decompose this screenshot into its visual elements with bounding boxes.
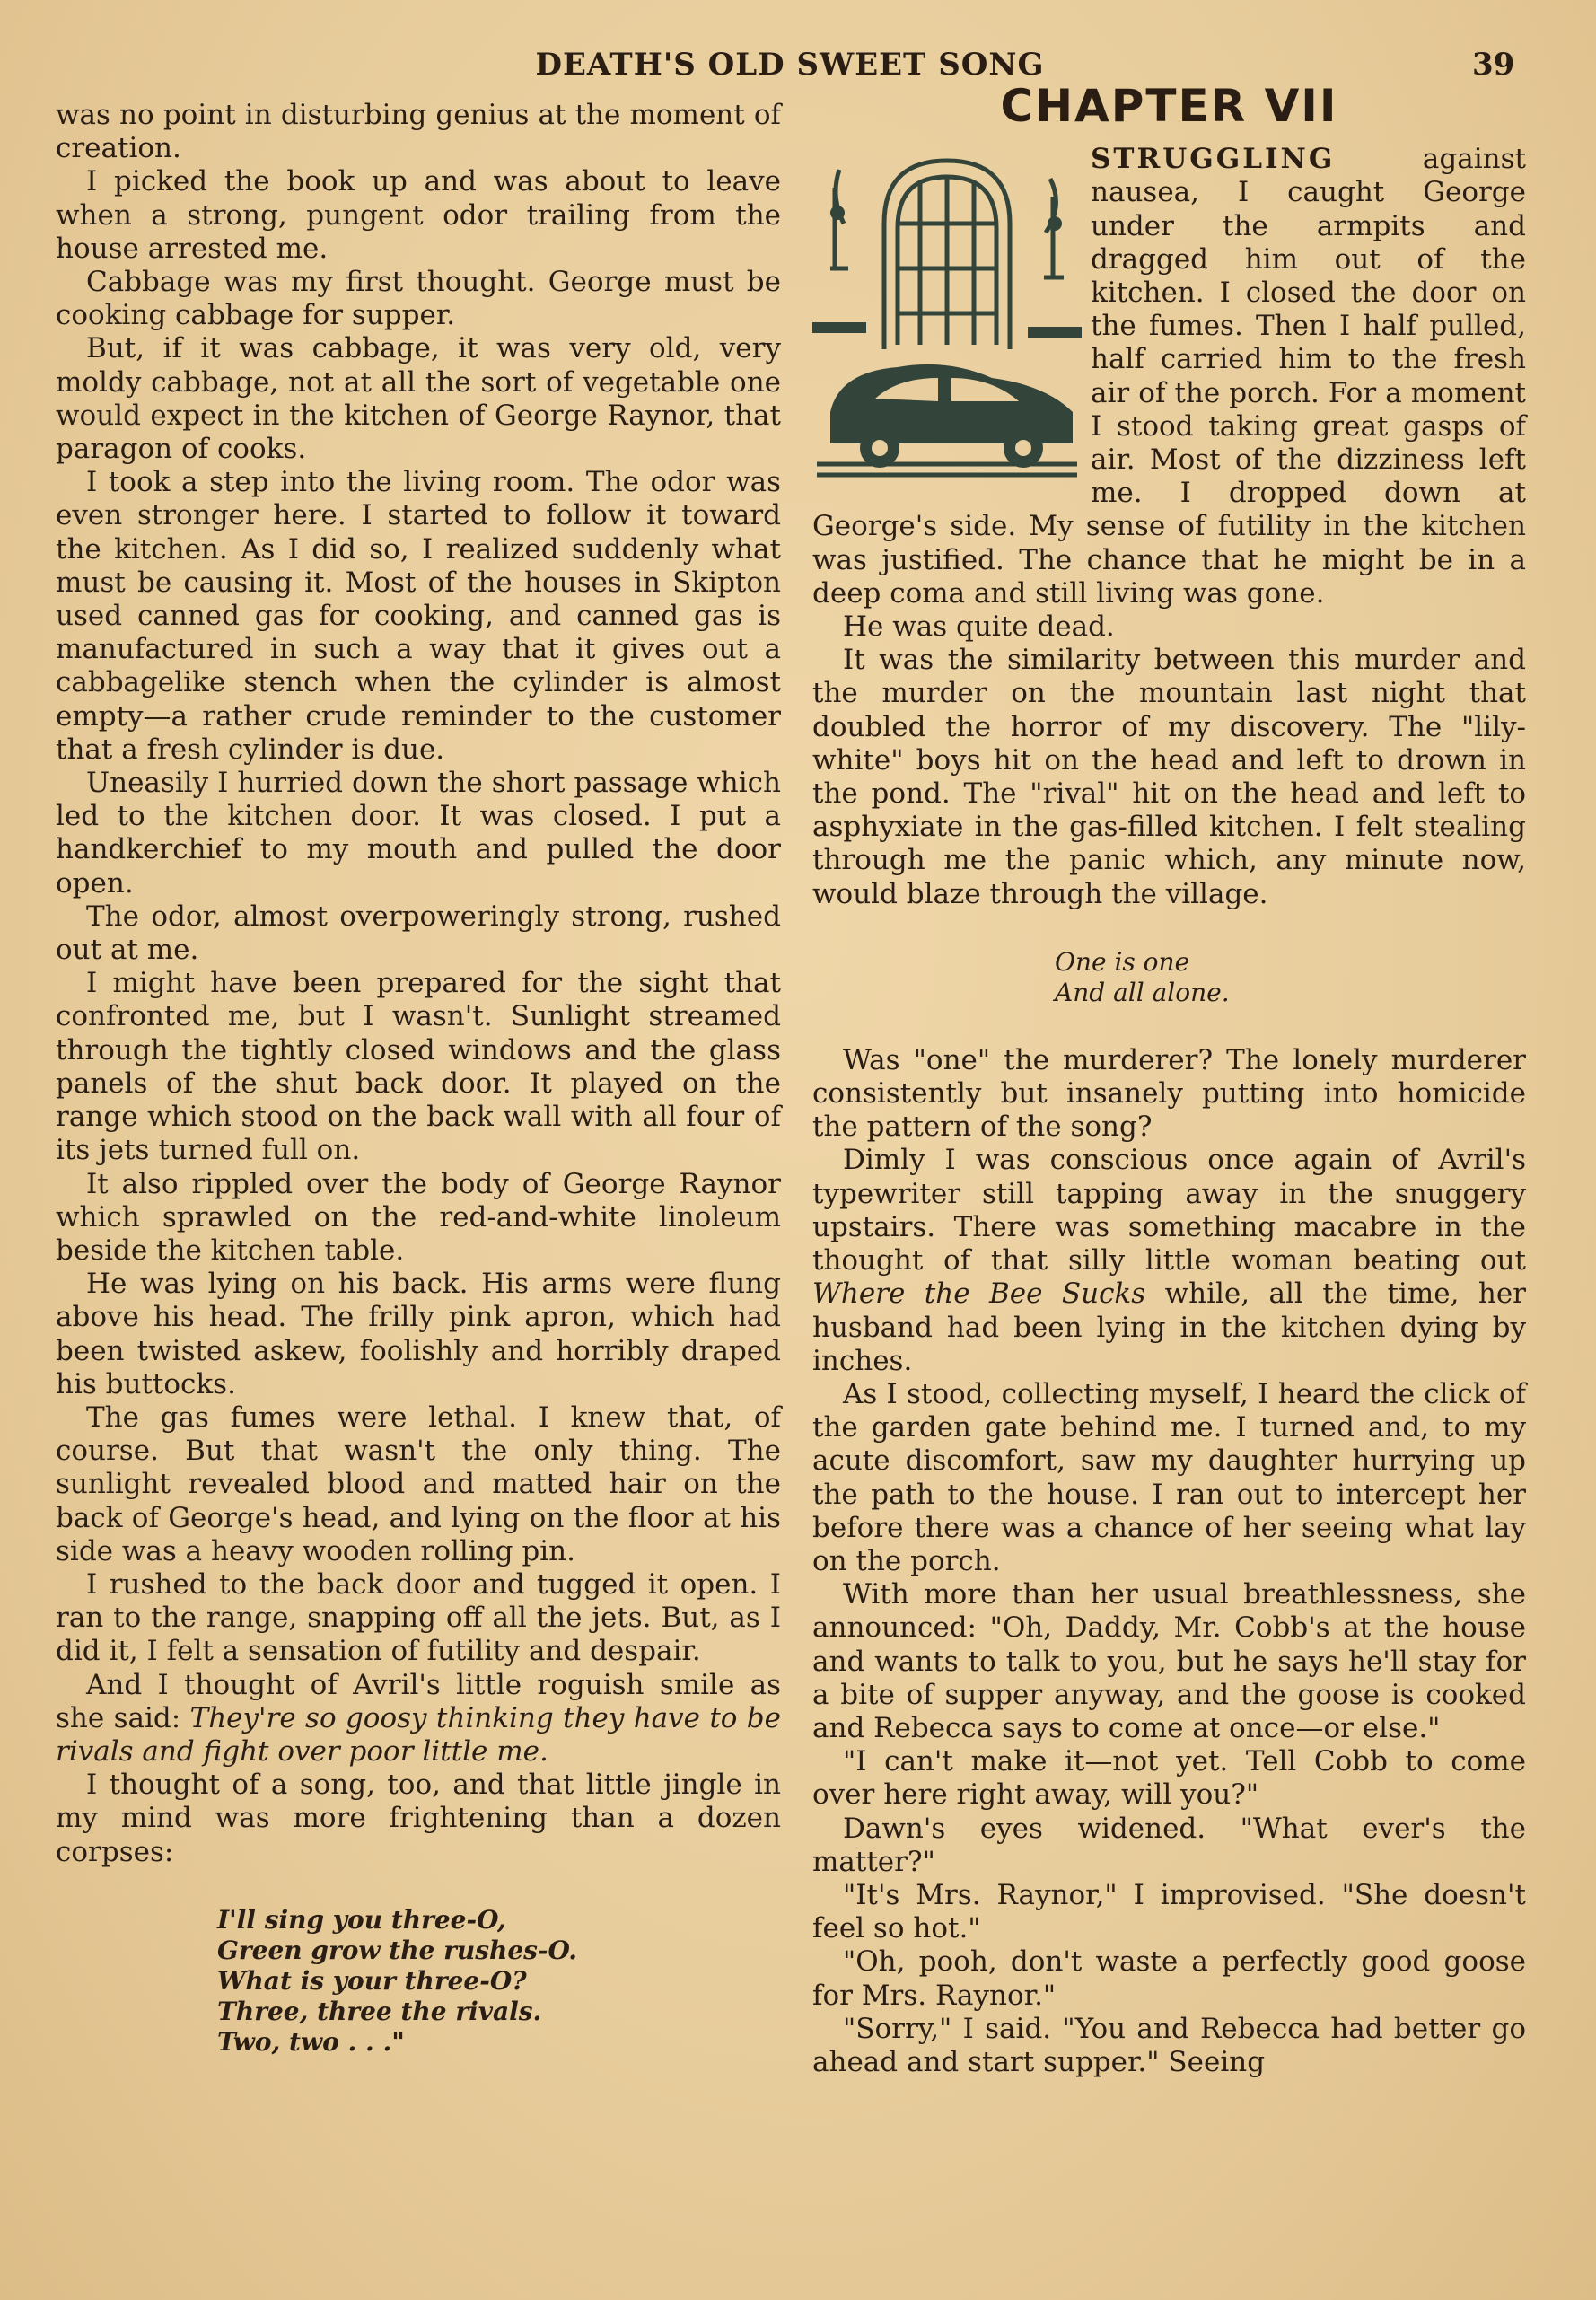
paragraph: I rushed to the back door and tugged it open. I ran to the range, snapping off all the jets. But, as I did it, I felt a sensation of futility and despair. xyxy=(56,1567,781,1668)
verse-line: One is one xyxy=(1055,946,1190,977)
page-number: 39 xyxy=(1472,47,1515,83)
text-span: while, all the time, her husband had been lying in the kitchen dying by inches. xyxy=(812,1277,1526,1377)
verse-line: What is your three-O? xyxy=(217,1965,527,1996)
italic-quote: They're so goosy thinking they have to be rivals and fight over poor little me. xyxy=(56,1701,781,1768)
paragraph: I picked the book up and was about to leave when a strong, pungent odor trailing from the house arrested me. xyxy=(56,165,781,265)
opening-word: STRUGGLING xyxy=(1091,143,1336,176)
paragraph: I took a step into the living room. The odor was even stronger here. I started to follow it toward the kitchen. As I did so, I realized suddenly what must be causing it. Most of the houses in Skipton used canned gas for cooking, and canned gas is manufactured in such a way that it gives out a cabbagelike stench when the cylinder is almost empty—a rather crude reminder to the customer that a fresh cylinder is due. xyxy=(56,466,781,766)
text-span: against nausea, I caught George under the armpits and dragged him out of the kitchen. I closed the door on the fumes. Then I half pulled, half carried him to the fresh air of the porch. For a moment I stood taking great gasps of air. Most of the dizziness left me. I dropped down at George's side. My sense of futility in the kitchen was justified. The chance that he might be in a deep coma and still living was gone. xyxy=(812,143,1526,610)
paragraph: The gas fumes were lethal. I knew that, of course. But that wasn't the only thing. The sunlight revealed blood and matted hair on the back of George's head, and lying on the floor at his side was a heavy wooden rolling pin. xyxy=(56,1400,781,1567)
paragraph: The odor, almost overpoweringly strong, rushed out at me. xyxy=(56,900,781,967)
paragraph: As I stood, collecting myself, I heard the click of the garden gate behind me. I turned and, to my acute discomfort, saw my daughter hurrying up the path to the house. I ran out to intercept her before there was a chance of her seeing what lay on the porch. xyxy=(812,1377,1526,1577)
paragraph: I might have been prepared for the sight that confronted me, but I wasn't. Sunlight streamed through the tightly closed windows and the glass panels of the shut back door. It played on the range which stood on the back wall with all four of its jets turned full on. xyxy=(56,967,781,1167)
paragraph-avril-smile xyxy=(56,1669,781,1769)
verse-line: And all alone. xyxy=(1055,977,1230,1007)
paragraph: "It's Mrs. Raynor," I improvised. "She doesn't feel so hot." xyxy=(812,1878,1526,1945)
chapter-title: CHAPTER VII xyxy=(1000,80,1338,132)
paragraph: "I can't make it—not yet. Tell Cobb to come over here right away, will you?" xyxy=(812,1745,1526,1812)
verse-line: Two, two . . ." xyxy=(217,2026,405,2057)
song-verse xyxy=(1055,947,1526,1008)
paragraph: I thought of a song, too, and that little jingle in my mind was more frightening than a dozen corpses: xyxy=(56,1769,781,1868)
song-verse xyxy=(217,1905,781,2058)
paragraph: Uneasily I hurried down the short passage which led to the kitchen door. It was closed. I put a handkerchief to my mouth and pulled the door open. xyxy=(56,767,781,900)
verse-line: Green grow the rushes-O. xyxy=(217,1935,578,1965)
paragraph: But, if it was cabbage, it was very old, very moldy cabbage, not at all the sort of vegetable one would expect in the kitchen of George Raynor, that paragon of cooks. xyxy=(56,332,781,466)
text-span: And I thought of Avril's little roguish smile as she said: xyxy=(56,1668,781,1734)
right-column xyxy=(812,80,1526,2079)
verse-line: I'll sing you three-O, xyxy=(217,1904,506,1935)
paragraph-typewriter xyxy=(812,1144,1526,1377)
song-title: Where the Bee Sucks xyxy=(812,1277,1146,1311)
paragraph: "Oh, pooh, don't waste a perfectly good goose for Mrs. Raynor." xyxy=(812,1945,1526,2012)
paragraph: It also rippled over the body of George Raynor which sprawled on the red-and-white linoleum beside the kitchen table. xyxy=(56,1167,781,1267)
paragraph: He was quite dead. xyxy=(843,610,1115,644)
running-head: DEATH'S OLD SWEET SONG xyxy=(535,47,1045,83)
paragraph: He was lying on his back. His arms were flung above his head. The frilly pink apron, which had been twisted askew, foolishly and horribly draped his buttocks. xyxy=(56,1268,781,1400)
paragraph: was no point in disturbing genius at the moment of creation. xyxy=(56,99,781,165)
cottage-gate-and-car-illustration-icon xyxy=(812,143,1082,484)
paragraph: It was the similarity between this murder and the murder on the mountain last night that doubled the horror of my discovery. The "lily-white" boys hit on the head and left to drown in the pond. The "rival" hit on the head and left to asphyxiate in the gas-filled kitchen. I felt stealing through me the panic which, any minute now, would blaze through the village. xyxy=(812,644,1526,910)
text-span: Dimly I was conscious once again of Avril's typewriter still tapping away in the snuggery upstairs. There was something macabre in the thought of that silly little woman beating out xyxy=(812,1144,1526,1277)
paragraph: Cabbage was my first thought. George must be cooking cabbage for supper. xyxy=(56,266,781,332)
left-column xyxy=(56,99,781,2058)
paragraph: Was "one" the murderer? The lonely murderer consistently but insanely putting into homicide the pattern of the song? xyxy=(812,1043,1526,1144)
paragraph: With more than her usual breathlessness, she announced: "Oh, Daddy, Mr. Cobb's at the house and wants to talk to you, but he says he'll stay for a bite of supper anyway, and the goose is cooked and Rebecca says to come at once—or else." xyxy=(812,1578,1526,1744)
verse-line: Three, three the rivals. xyxy=(217,1996,542,2026)
paragraph: "Sorry," I said. "You and Rebecca had better go ahead and start supper." Seeing xyxy=(812,2012,1526,2078)
paragraph: Dawn's eyes widened. "What ever's the matter?" xyxy=(812,1812,1526,1878)
